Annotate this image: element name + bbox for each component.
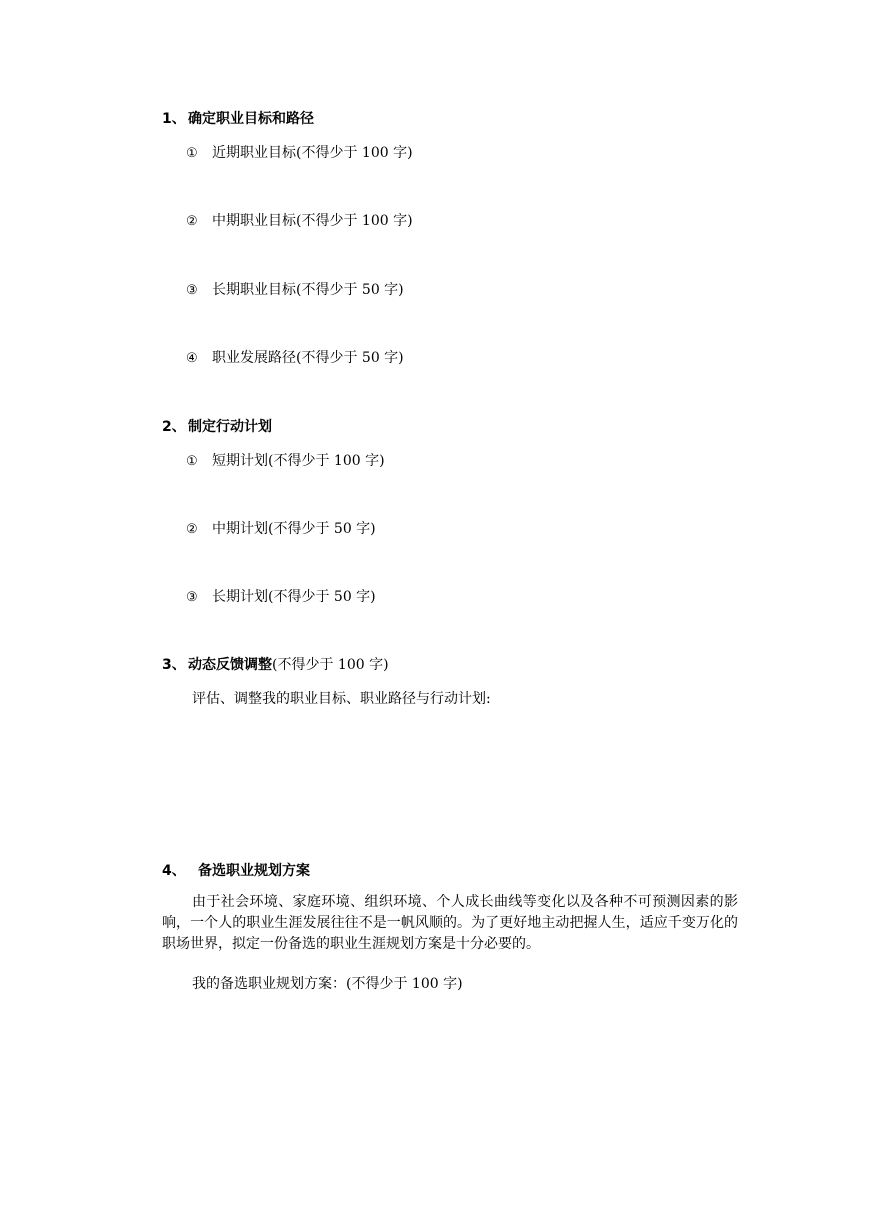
item-text: 职业发展路径(不得少于 50 字) bbox=[212, 350, 404, 366]
section-2-item-2 bbox=[186, 518, 376, 538]
section-1-item-2 bbox=[186, 210, 413, 230]
section-1-item-3 bbox=[186, 279, 404, 299]
item-text: 短期计划(不得少于 100 字) bbox=[212, 453, 385, 469]
section-2-item-3 bbox=[186, 586, 376, 606]
item-marker: ③ bbox=[186, 283, 198, 298]
item-text: 长期计划(不得少于 50 字) bbox=[212, 589, 376, 605]
section-title: 确定职业目标和路径 bbox=[188, 111, 314, 127]
section-2-item-1 bbox=[186, 450, 385, 470]
item-marker: ③ bbox=[186, 590, 198, 605]
section-3-heading bbox=[162, 654, 389, 674]
section-4-heading bbox=[162, 860, 310, 880]
section-4-paragraph-2: 我的备选职业规划方案：(不得少于 100 字) bbox=[192, 976, 463, 992]
section-2-heading bbox=[162, 416, 272, 436]
section-number: 4、 bbox=[162, 863, 186, 879]
section-title: 制定行动计划 bbox=[188, 419, 272, 435]
item-marker: ① bbox=[186, 454, 198, 469]
section-1-item-4 bbox=[186, 347, 404, 367]
item-text: 长期职业目标(不得少于 50 字) bbox=[212, 282, 404, 298]
section-4-paragraph: 由于社会环境、家庭环境、组织环境、个人成长曲线等变化以及各种不可预测因素的影响，一个人的职业生涯发展往往不是一帆风顺的。为了更好地主动把握人生，适应千变万化的职场世界，拟定一份备选的职业生涯规划方案是十分必要的。 bbox=[162, 894, 738, 952]
section-1-heading bbox=[162, 108, 314, 128]
item-marker: ④ bbox=[186, 351, 198, 366]
item-marker: ② bbox=[186, 214, 198, 229]
section-3-paragraph: 评估、调整我的职业目标、职业路径与行动计划: bbox=[192, 691, 491, 707]
section-number: 2、 bbox=[162, 419, 186, 435]
section-title: 动态反馈调整 bbox=[188, 657, 272, 673]
item-marker: ② bbox=[186, 522, 198, 537]
section-1-item-1 bbox=[186, 142, 413, 162]
section-number: 1、 bbox=[162, 111, 186, 127]
item-marker: ① bbox=[186, 146, 198, 161]
section-number: 3、 bbox=[162, 657, 186, 673]
item-text: 中期职业目标(不得少于 100 字) bbox=[212, 213, 413, 229]
section-note: (不得少于 100 字) bbox=[272, 657, 389, 673]
item-text: 中期计划(不得少于 50 字) bbox=[212, 521, 376, 537]
section-title: 备选职业规划方案 bbox=[198, 863, 310, 879]
item-text: 近期职业目标(不得少于 100 字) bbox=[212, 145, 413, 161]
